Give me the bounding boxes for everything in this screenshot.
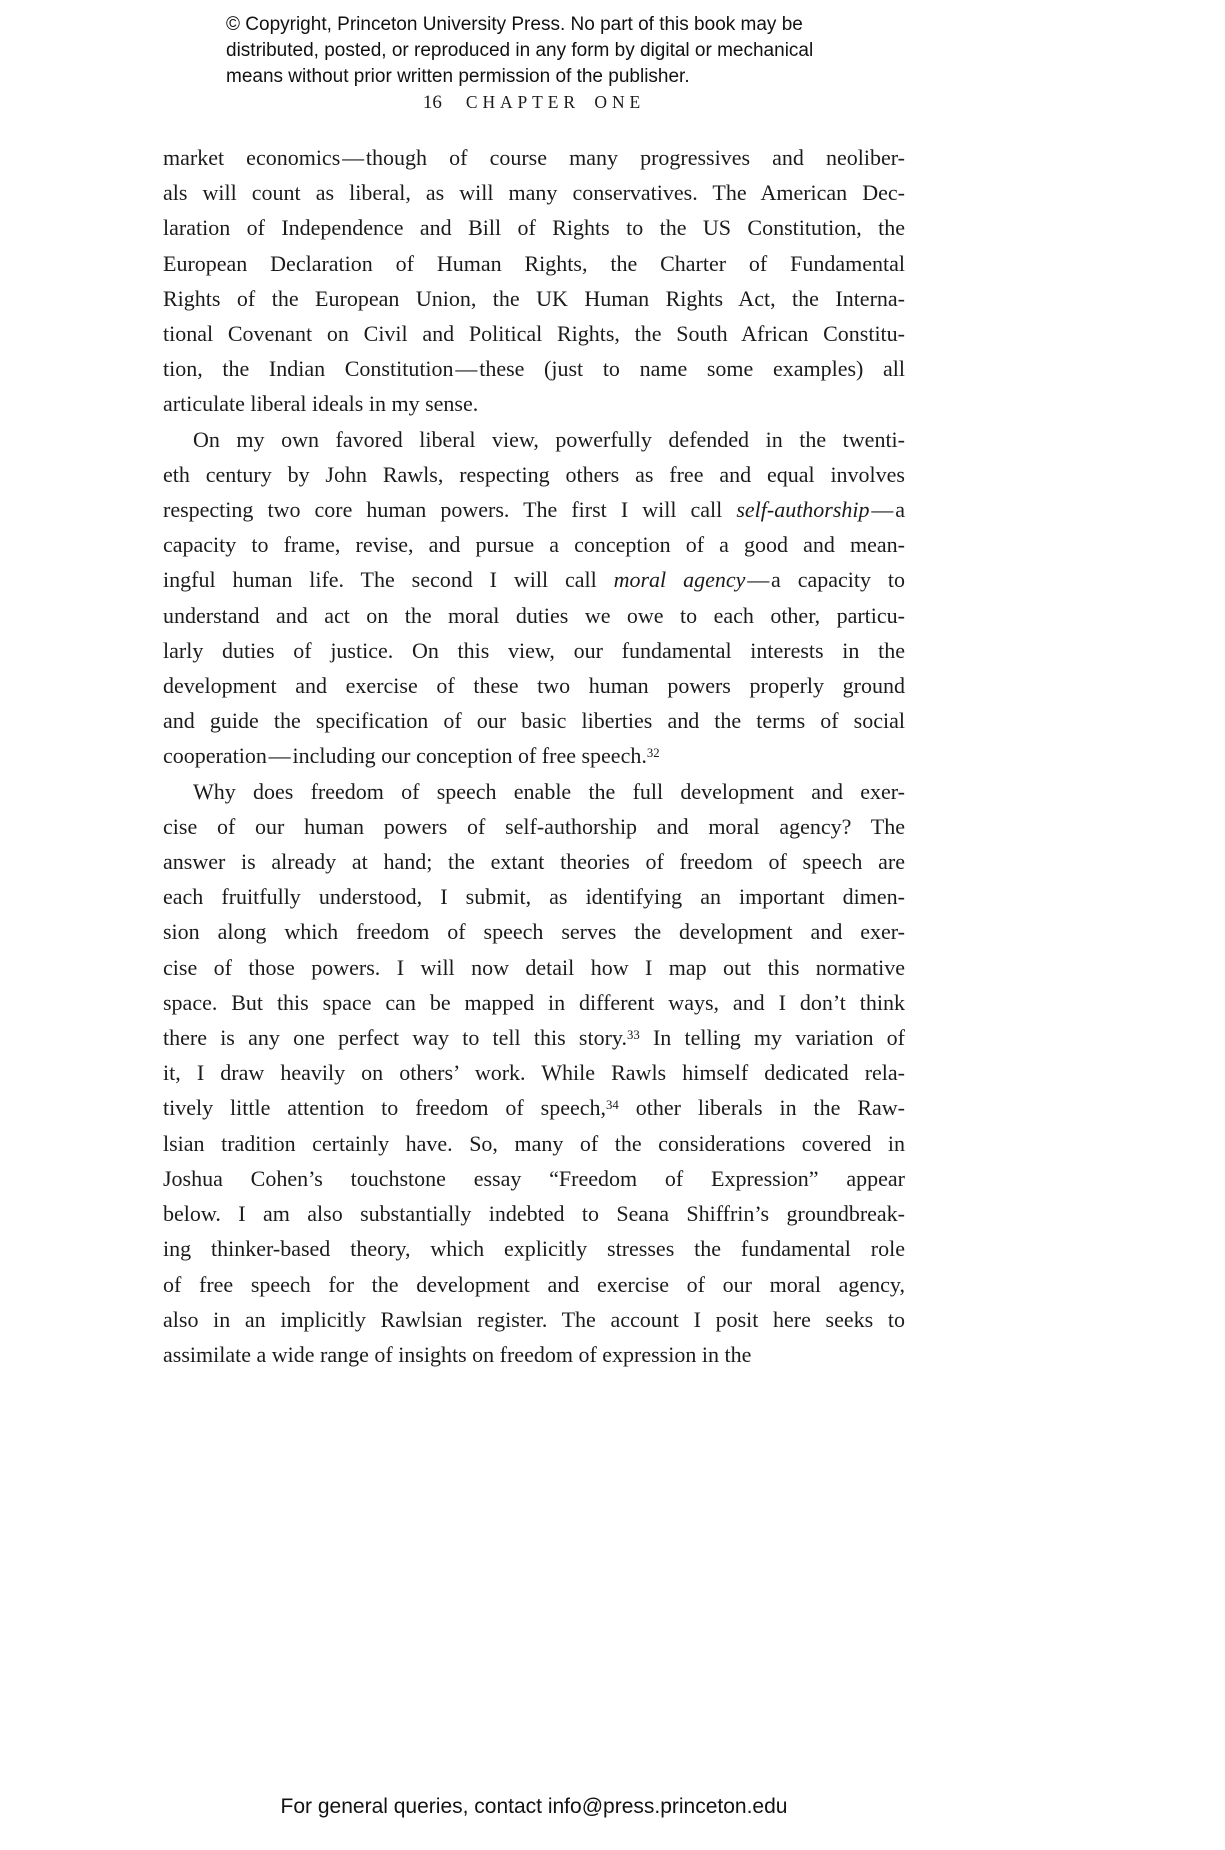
body-text-segment: other liberals in the Raw- <box>618 1095 905 1121</box>
body-text-segment: articulate liberal ideals in my sense. <box>163 391 479 417</box>
body-line <box>163 1055 905 1090</box>
body-line <box>163 1020 905 1055</box>
footnote-reference: 32 <box>646 746 660 761</box>
chapter-title: CHAPTER ONE <box>465 92 646 112</box>
body-text-segment: European Declaration of Human Rights, the Charter of Fundamental <box>163 250 905 276</box>
body-text-segment: ing thinker-based theory, which explicitly stresses the fundamental role <box>163 1236 905 1262</box>
body-line <box>163 879 905 914</box>
body-text-segment: eth century by John Rawls, respecting others as free and equal involves <box>163 461 905 487</box>
body-line <box>163 774 905 809</box>
body-line <box>163 1231 905 1266</box>
body-line <box>163 140 905 175</box>
copyright-notice <box>226 12 813 90</box>
body-text-segment: tion, the Indian Constitution — these (just to name some examples) all <box>163 356 905 382</box>
body-line <box>163 950 905 985</box>
body-text-segment: sion along which freedom of speech serves the development and exer- <box>163 919 905 945</box>
body-text-segment: — a capacity to <box>745 567 905 593</box>
body-text-segment: space. But this space can be mapped in different ways, and I don’t think <box>163 989 905 1015</box>
emphasized-term: self-authorship <box>736 497 870 523</box>
body-text-segment: assimilate a wide range of insights on freedom of expression in the <box>163 1341 752 1367</box>
body-line <box>163 210 905 245</box>
body-text-segment: On my own favored liberal view, powerfully defended in the twenti- <box>193 426 905 452</box>
body-line <box>163 1267 905 1302</box>
body-text-segment: Rights of the European Union, the UK Human Rights Act, the Interna- <box>163 285 905 311</box>
body-line <box>163 738 905 773</box>
body-line <box>163 386 905 421</box>
body-text-segment: each fruitfully understood, I submit, as identifying an important dimen- <box>163 884 905 910</box>
footnote-reference: 34 <box>606 1098 619 1113</box>
copyright-line: © Copyright, Princeton University Press. No part of this book may be <box>226 14 803 35</box>
body-text <box>163 140 905 1372</box>
body-text-segment: it, I draw heavily on others’ work. While Rawls himself dedicated rela- <box>163 1060 905 1086</box>
copyright-line: means without prior written permission of the publisher. <box>226 66 690 87</box>
body-line <box>163 809 905 844</box>
body-text-segment: In telling my variation of <box>639 1025 906 1051</box>
page-number: 16 <box>422 92 442 113</box>
body-text-segment: tional Covenant on Civil and Political Rights, the South African Constitu- <box>163 321 905 347</box>
body-text-segment: and guide the specification of our basic liberties and the terms of social <box>163 708 905 734</box>
body-line <box>163 1196 905 1231</box>
copyright-line: distributed, posted, or reproduced in any form by digital or mechanical <box>226 40 814 61</box>
body-line <box>163 562 905 597</box>
body-line <box>163 598 905 633</box>
body-text-segment: respecting two core human powers. The first I will call <box>163 497 737 523</box>
body-line <box>163 246 905 281</box>
body-text-segment: cise of our human powers of self-authorship and moral agency? The <box>163 813 905 839</box>
body-line <box>163 1337 905 1372</box>
body-text-segment: larly duties of justice. On this view, our fundamental interests in the <box>163 637 905 663</box>
body-text-segment: development and exercise of these two human powers properly ground <box>163 673 905 699</box>
body-line <box>163 985 905 1020</box>
body-text-segment: understand and act on the moral duties we owe to each other, particu- <box>163 602 905 628</box>
body-text-segment: Joshua Cohen’s touchstone essay “Freedom of Expression” appear <box>163 1165 905 1191</box>
footer-query-line: For general queries, contact info@press.princeton.edu <box>280 1795 788 1818</box>
body-text-segment: market economics — though of course many progressives and neoliber- <box>163 145 905 170</box>
footnote-reference: 33 <box>626 1027 640 1042</box>
running-head <box>163 92 905 114</box>
body-line <box>163 844 905 879</box>
body-line <box>163 316 905 351</box>
body-line <box>163 1126 905 1161</box>
body-text-segment: lsian tradition certainly have. So, many of the considerations covered in <box>163 1130 905 1156</box>
body-text-segment: tively little attention to freedom of speech, <box>163 1095 607 1121</box>
body-line <box>163 281 905 316</box>
body-text-segment: cise of those powers. I will now detail how I map out this normative <box>163 954 905 980</box>
body-text-segment: there is any one perfect way to tell this story. <box>163 1025 627 1051</box>
body-text-segment: — a <box>869 497 905 523</box>
body-line <box>163 703 905 738</box>
body-text-segment: capacity to frame, revise, and pursue a conception of a good and mean- <box>163 532 905 558</box>
body-text-segment: also in an implicitly Rawlsian register. The account I posit here seeks to <box>163 1306 905 1332</box>
body-line <box>163 633 905 668</box>
body-text-segment: als will count as liberal, as will many conservatives. The American Dec- <box>163 180 905 206</box>
body-line <box>163 457 905 492</box>
body-text-segment: of free speech for the development and exercise of our moral agency, <box>163 1271 905 1297</box>
body-text-segment: ingful human life. The second I will call <box>163 567 614 593</box>
body-text-segment: answer is already at hand; the extant theories of freedom of speech are <box>163 849 905 875</box>
body-line <box>163 422 905 457</box>
body-line <box>163 492 905 527</box>
body-line <box>163 351 905 386</box>
body-line <box>163 527 905 562</box>
body-line <box>163 1090 905 1125</box>
body-line <box>163 914 905 949</box>
body-line <box>163 175 905 210</box>
body-text-segment: below. I am also substantially indebted to Seana Shiffrin’s groundbreak- <box>163 1201 905 1227</box>
body-text-segment: Why does freedom of speech enable the full development and exer- <box>193 778 905 804</box>
body-text-segment: laration of Independence and Bill of Rights to the US Constitution, the <box>163 215 905 241</box>
body-line <box>163 1161 905 1196</box>
emphasized-term: moral agency <box>613 567 746 593</box>
body-line <box>163 668 905 703</box>
body-line <box>163 1302 905 1337</box>
body-text-segment: cooperation — including our conception of free speech. <box>163 743 647 769</box>
